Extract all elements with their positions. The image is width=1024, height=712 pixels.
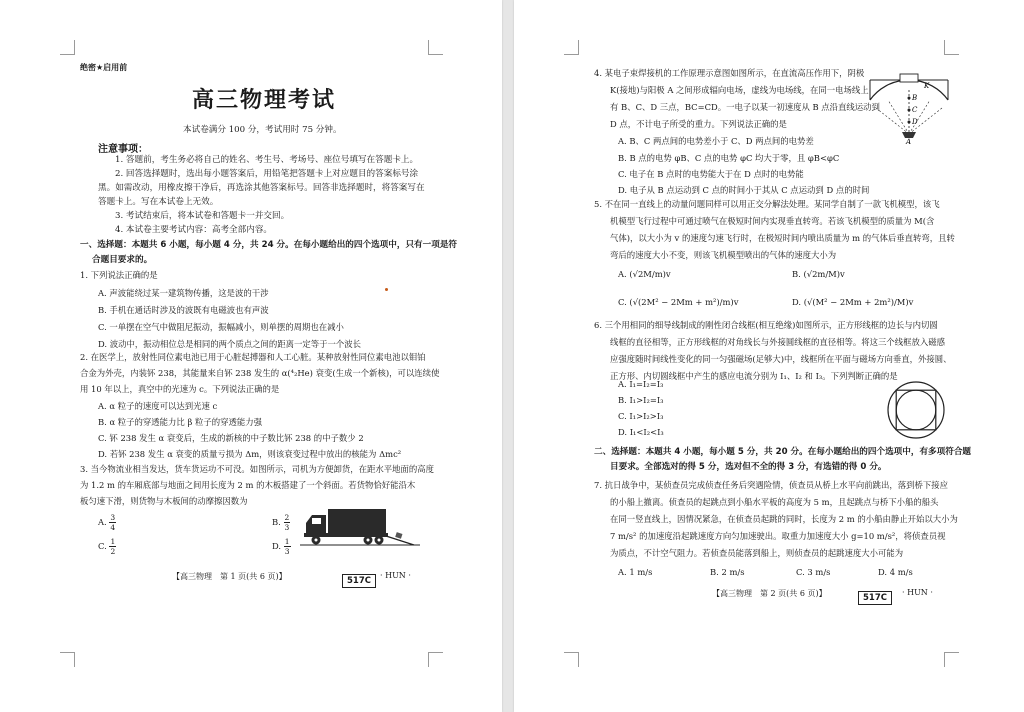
q4-option-c: C. 电子在 B 点时的电势能大于在 D 点时的电势能 (618, 169, 804, 179)
crop-mark (428, 652, 443, 667)
figure-label: B (912, 94, 918, 102)
q6-option-a: A. I₁=I₂=I₃ (618, 379, 664, 389)
section-2-heading-cont: 目要求。全部选对的得 5 分，选对但不全的得 3 分，有选错的得 0 分。 (610, 462, 887, 472)
numerator: 2 (284, 513, 290, 522)
q2-stem-line: 2. 在医学上，放射性同位素电池已用于心脏起搏器和人工心脏。某种放射性同位素电池以钼铂 (80, 352, 426, 362)
figure-label: A (906, 138, 912, 144)
q5-option-c: C. (√(2M² − 2Mm + m²)/m)v (618, 297, 739, 307)
section-1-heading-cont: 合题目要求的。 (92, 255, 153, 265)
q7-option-d: D. 4 m/s (878, 567, 913, 577)
denominator: 2 (110, 547, 116, 556)
note-line: 3. 考试结束后，将本试卷和答题卡一并交回。 (115, 211, 290, 221)
q7-stem-line: 7 m/s² 的加速度沿起跳速度方向匀加速驶出。取重力加速度大小 g=10 m/s²，将侦查员视 (610, 531, 946, 541)
region-code: · HUN · (380, 571, 411, 580)
note-line: 答题卡上。写在本试卷上无效。 (98, 197, 219, 207)
q4-stem-line: 有 B、C、D 三点，BC=CD。一电子以某一初速度从 B 点沿直线运动到 (610, 102, 880, 112)
exam-page-1 (0, 0, 502, 712)
q5-stem-line: 气体)，以大小为 v 的速度匀速飞行时，在极短时间内喷出质量为 m 的气体后垂直转弯，且转 (610, 233, 955, 243)
fraction (284, 513, 291, 532)
q2-option-a: A. α 粒子的速度可以达到光速 c (98, 401, 218, 411)
paper-code-text: 517C (858, 591, 892, 605)
crop-mark (564, 652, 579, 667)
note-line: 1. 答题前，考生务必将自己的姓名、考生号、考场号、座位号填写在答题卡上。 (115, 155, 419, 165)
crop-mark (564, 40, 579, 55)
paper-code (858, 585, 892, 605)
exam-info: 本试卷满分 100 分，考试用时 75 分钟。 (183, 125, 342, 135)
q3-option-b (272, 513, 290, 532)
paper-code-text: 517C (342, 574, 376, 588)
section-2-heading: 二、选择题：本题共 4 小题，每小题 5 分，共 20 分。在每小题给出的四个选项中，有多项符合题 (594, 447, 972, 457)
q5-stem-line: 弯后的速度大小不变，则该飞机模型喷出的气体的速度大小为 (610, 250, 837, 260)
numerator: 1 (284, 537, 290, 546)
denominator: 3 (284, 547, 290, 556)
fraction (109, 513, 116, 532)
q6-stem-line: 6. 三个用相同的细导线制成的刚性闭合线框(相互绝缘)如图所示，正方形线框的边长与内切圆 (594, 320, 938, 330)
q6-stem-line: 线框的直径相等，正方形线框的对角线长与外接圆线框的直径相等。将这三个线框放入磁感 (610, 337, 945, 347)
q3-option-d (272, 537, 291, 556)
ink-dot (385, 288, 388, 291)
q1-stem: 1. 下列说法正确的是 (80, 270, 158, 280)
option-label: C. (98, 541, 107, 551)
q5-stem-line: 机模型飞行过程中可通过喷气在极短时间内实现垂直转弯。若该飞机模型的质量为 M(含 (610, 216, 935, 226)
loops-figure (886, 380, 946, 440)
denominator: 4 (110, 523, 116, 532)
figure-label: D (912, 118, 918, 126)
inscribed-circle (896, 390, 936, 430)
paper-code (342, 568, 376, 588)
denominator: 3 (284, 523, 290, 532)
region-code: · HUN · (902, 588, 933, 597)
q1-option-b: B. 手机在通话时涉及的波既有电磁波也有声波 (98, 305, 269, 315)
crop-mark (60, 40, 75, 55)
q1-option-a: A. 声波能绕过某一建筑物传播，这是波的干涉 (98, 288, 269, 298)
numerator: 3 (110, 513, 116, 522)
fraction (109, 537, 116, 556)
q3-stem-line: 3. 当今物流业相当发达，货车货运功不可没。如图所示，司机为方便卸货，在距水平地面的高度 (80, 464, 435, 474)
q6-stem-line: 应强度随时间线性变化的同一匀强磁场(足够大)中，线框所在平面与磁场方向垂直，外接圆、 (610, 354, 952, 364)
note-line: 2. 回答选择题时，选出每小题答案后，用铅笔把答题卡上对应题目的答案标号涂 (115, 169, 419, 179)
confidential-label: 绝密★启用前 (80, 63, 128, 72)
truck-ramp-figure (300, 505, 420, 553)
option-label: B. (272, 517, 281, 527)
q7-option-b: B. 2 m/s (710, 567, 745, 577)
option-label: A. (98, 517, 107, 527)
q2-option-c: C. 钚 238 发生 α 衰变后，生成的新核的中子数比钚 238 的中子数少 2 (98, 433, 364, 443)
q6-option-c: C. I₁>I₂>I₃ (618, 411, 664, 421)
q7-option-c: C. 3 m/s (796, 567, 831, 577)
q3-option-c (98, 537, 116, 556)
q5-option-a: A. (√2M/m)v (618, 269, 671, 279)
q4-option-b: B. B 点的电势 φB、C 点的电势 φC 均大于零，且 φB<φC (618, 153, 840, 163)
crop-mark (60, 652, 75, 667)
note-line: 黑。如需改动，用橡皮擦干净后，再选涂其他答案标号。回答非选择题时，将答案写在 (98, 183, 425, 193)
q4-option-a: A. B、C 两点间的电势差小于 C、D 两点间的电势差 (618, 136, 814, 146)
q7-stem-line: 的小船上撤离。侦查员的起跳点到小船水平板的高度为 5 m，且起跳点与桥下小船的船头 (610, 497, 939, 507)
exam-title: 高三物理考试 (192, 88, 337, 113)
note-line: 4. 本试卷主要考试内容：高考全部内容。 (115, 225, 273, 235)
q2-stem-line: 合金为外壳，内装钚 238，其能量来自钚 238 发生的 α(⁴₂He) 衰变(生成一个新核)，可以连续使 (80, 368, 440, 378)
figure-label: C (912, 106, 918, 114)
q2-stem-line: 用 10 年以上，真空中的光速为 c。下列说法正确的是 (80, 384, 280, 394)
q2-option-b: B. α 粒子的穿透能力比 β 粒子的穿透能力强 (98, 417, 262, 427)
q3-stem-line: 板匀速下滑，则货物与木板间的动摩擦因数为 (80, 496, 248, 506)
q1-option-c: C. 一单摆在空气中做阻尼振动，振幅减小，则单摆的周期也在减小 (98, 322, 344, 332)
q7-option-a: A. 1 m/s (618, 567, 653, 577)
page-footer-label: 【高三物理 第 1 页(共 6 页)】 (172, 572, 287, 581)
electron-beam-figure (864, 68, 954, 144)
notes-heading: 注意事项： (98, 144, 148, 155)
page-footer-label: 【高三物理 第 2 页(共 6 页)】 (712, 589, 827, 598)
fraction (284, 537, 291, 556)
q3-option-a (98, 513, 116, 532)
q2-option-d: D. 若钚 238 发生 α 衰变的质量亏损为 Δm，则该衰变过程中放出的核能为 Δmc² (98, 449, 402, 459)
q4-stem-line: K(接地)与阳极 A 之间形成辐向电场，虚线为电场线，在同一电场线上 (610, 85, 869, 95)
exam-page-2 (514, 0, 1024, 712)
q5-option-b: B. (√2m/M)v (792, 269, 845, 279)
numerator: 1 (110, 537, 116, 546)
q7-stem-line: 7. 抗日战争中，某侦查员完成侦查任务后突遇险情，侦查员从桥上水平向前跳出，落到桥下接应 (594, 480, 949, 490)
q6-option-b: B. I₁>I₂=I₃ (618, 395, 664, 405)
crop-mark (428, 40, 443, 55)
q4-option-d: D. 电子从 B 点运动到 C 点的时间小于其从 C 点运动到 D 点的时间 (618, 185, 870, 195)
q7-stem-line: 为质点，不计空气阻力。若侦查员能落到船上，则侦查员的起跳速度大小可能为 (610, 548, 904, 558)
q4-stem-line: D 点，不计电子所受的重力。下列说法正确的是 (610, 119, 787, 129)
crop-mark (944, 652, 959, 667)
q4-stem-line: 4. 某电子束焊接机的工作原理示意图如图所示，在直流高压作用下，阴极 (594, 68, 865, 78)
q6-option-d: D. I₁<I₂<I₃ (618, 427, 664, 437)
q7-stem-line: 在同一竖直线上，因情况紧急，在侦查员起跳的同时，长度为 2 m 的小船由静止开始以大小为 (610, 514, 958, 524)
q1-option-d: D. 波动中，振动相位总是相同的两个质点之间的距离一定等于一个波长 (98, 339, 361, 349)
section-1-heading: 一、选择题：本题共 6 小题，每小题 4 分，共 24 分。在每小题给出的四个选项中，只有一项是符 (80, 240, 458, 250)
q6-stem-line: 正方形、内切圆线框中产生的感应电流分别为 I₁、I₂ 和 I₃。下列判断正确的是 (610, 371, 898, 381)
q5-stem-line: 5. 不在同一直线上的动量问题同样可以用正交分解法处理。某同学自制了一款飞机模型，该飞 (594, 199, 940, 209)
crop-mark (944, 40, 959, 55)
figure-label: K (924, 82, 930, 90)
option-label: D. (272, 541, 282, 551)
q5-option-d: D. (√(M² − 2Mm + 2m²)/M)v (792, 297, 914, 307)
q3-stem-line: 为 1.2 m 的车厢底部与地面之间用长度为 2 m 的木板搭建了一个斜面。若货物恰好能沿木 (80, 480, 416, 490)
